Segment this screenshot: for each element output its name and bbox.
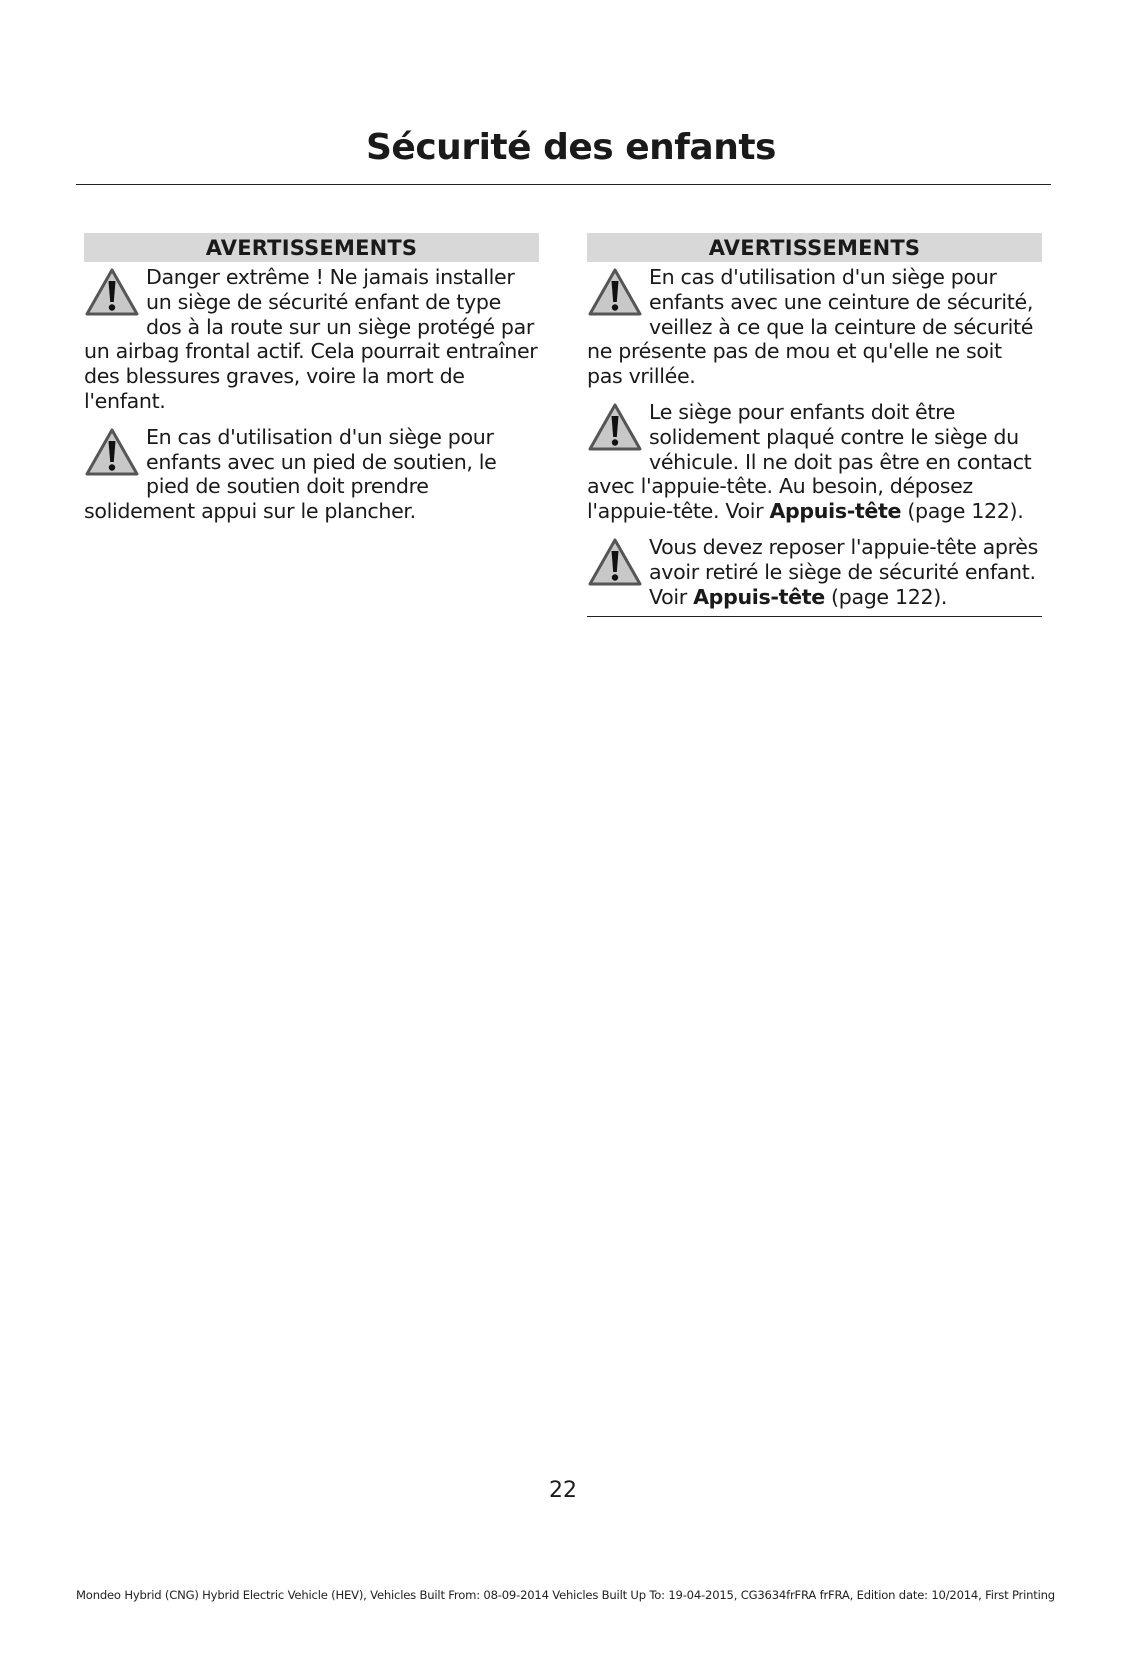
document-footer: Mondeo Hybrid (CNG) Hybrid Electric Vehicle (HEV), Vehicles Built From: 08-09-2014 Vehicles Built Up To: 19-04-2015, CG3634frFRA frFRA, Edition date: 10/2014, First Printing bbox=[76, 1588, 1055, 1602]
warning-item bbox=[587, 265, 1042, 389]
warnings-header: AVERTISSEMENTS bbox=[587, 233, 1042, 262]
cross-reference-link[interactable]: Appuis-tête bbox=[693, 584, 825, 609]
section-end-divider bbox=[587, 616, 1042, 617]
warning-text: En cas d'utilisation d'un siège pour enfants avec un pied de soutien, le pied de soutien doit prendre solidement appui sur le plancher. bbox=[84, 424, 497, 524]
warnings-header: AVERTISSEMENTS bbox=[84, 233, 539, 262]
warning-text: Le siège pour enfants doit être solidement plaqué contre le siège du véhicule. Il ne doit pas être en contact avec l'appuie-tête. Au besoin, déposez l'appuie-tête. Voir bbox=[587, 399, 1032, 524]
left-column bbox=[84, 233, 539, 535]
warning-item bbox=[84, 425, 539, 524]
page-reference: (page 122). bbox=[831, 584, 948, 609]
page-title: Sécurité des enfants bbox=[366, 127, 776, 168]
warning-text: Vous devez reposer l'appuie-tête après avoir retiré le siège de sécurité enfant. Voir bbox=[649, 534, 1039, 609]
warning-text: Danger extrême ! Ne jamais installer un siège de sécurité enfant de type dos à la route sur un siège protégé par un airbag frontal actif. Cela pourrait entraîner des blessures graves, voire la mort de l'enfant. bbox=[84, 265, 538, 413]
warning-item bbox=[587, 400, 1042, 524]
warning-triangle-icon bbox=[587, 267, 643, 317]
page-reference: (page 122). bbox=[907, 499, 1024, 524]
warning-item bbox=[84, 265, 539, 414]
title-divider bbox=[76, 184, 1051, 185]
warning-triangle-icon bbox=[84, 427, 140, 477]
warning-item bbox=[587, 535, 1042, 609]
warning-triangle-icon bbox=[587, 537, 643, 587]
warning-text: En cas d'utilisation d'un siège pour enfants avec une ceinture de sécurité, veillez à ce que la ceinture de sécurité ne présente pas de mou et qu'elle ne soit pas vrillée. bbox=[587, 265, 1034, 389]
cross-reference-link[interactable]: Appuis-tête bbox=[769, 499, 902, 524]
warning-triangle-icon bbox=[587, 402, 643, 452]
page-number: 22 bbox=[549, 1478, 577, 1503]
warning-triangle-icon bbox=[84, 267, 140, 317]
right-column bbox=[587, 233, 1042, 617]
